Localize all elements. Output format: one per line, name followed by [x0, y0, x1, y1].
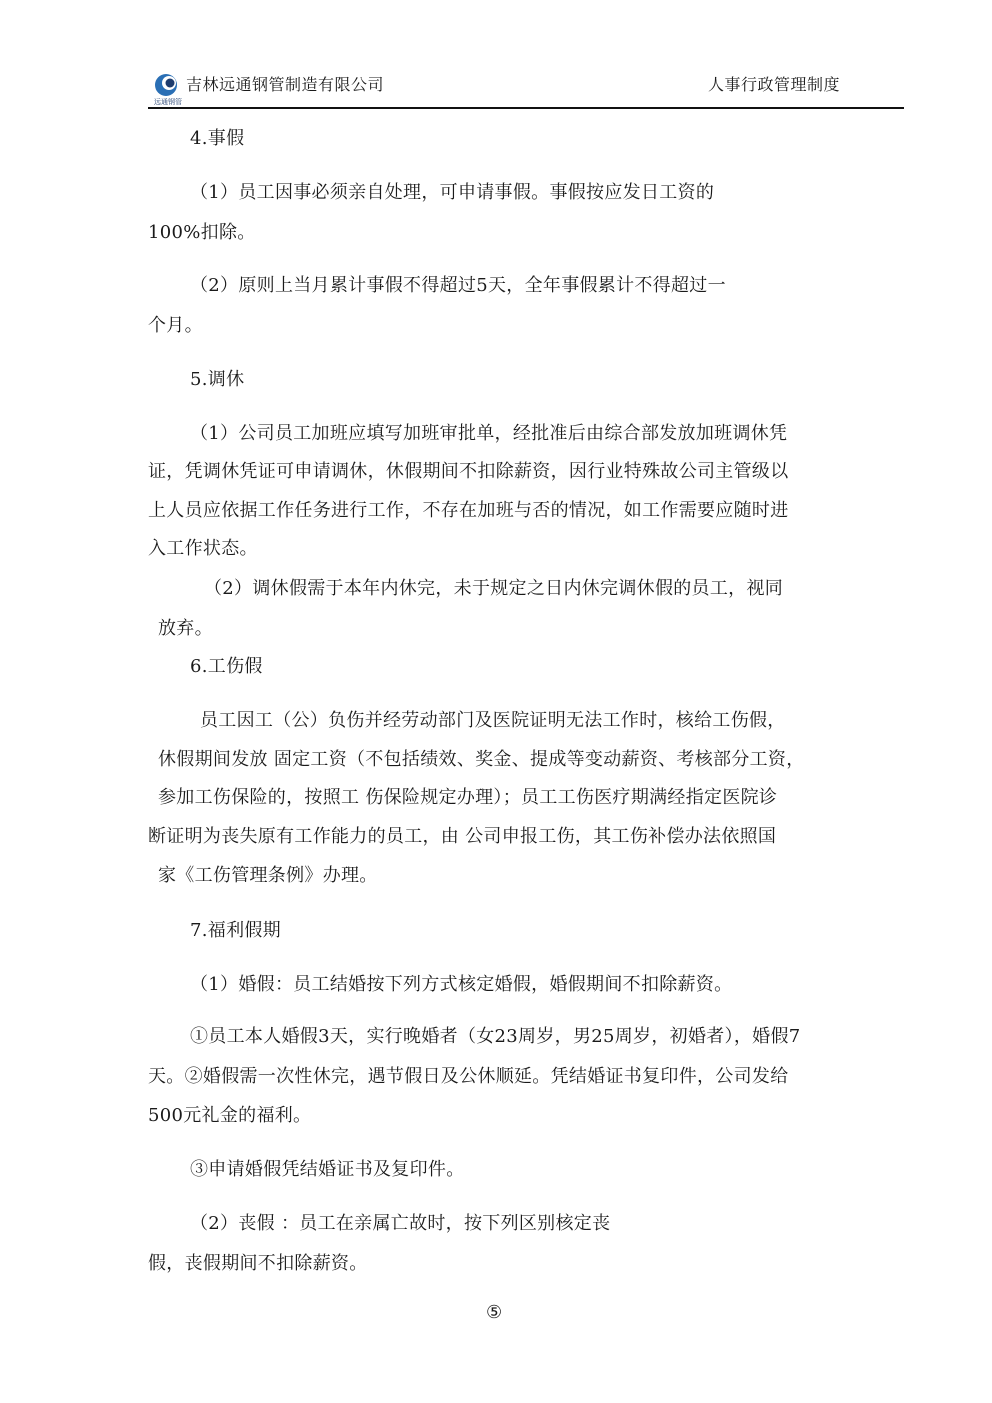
paragraph-line: 放弃。 — [158, 618, 213, 639]
paragraph-line: 家《工伤管理条例》办理。 — [158, 865, 378, 886]
company-logo-icon — [150, 72, 186, 106]
paragraph-line: 断证明为丧失原有工作能力的员工，由 公司申报工伤，其工伤补偿办法依照国 — [148, 826, 777, 847]
paragraph-line: （2）丧假 ：员工在亲属亡故时，按下列区别核定丧 — [190, 1213, 611, 1234]
paragraph-line: 500元礼金的福利。 — [148, 1105, 312, 1126]
paragraph-line: 假，丧假期间不扣除薪资。 — [148, 1253, 368, 1274]
logo-text: 远通钢管 — [154, 98, 182, 106]
paragraph-line: 入工作状态。 — [148, 538, 258, 559]
paragraph-line: 个月。 — [148, 315, 203, 336]
page-number: ⑤ — [486, 1302, 503, 1323]
paragraph-line: 员工因工（公）负伤并经劳动部门及医院证明无法工作时，核给工伤假， — [200, 710, 786, 731]
paragraph-line: 上人员应依据工作任务进行工作，不存在加班与否的情况，如工作需要应随时进 — [148, 500, 789, 521]
section-heading: 6.工伤假 — [190, 656, 263, 677]
header-divider — [148, 107, 904, 109]
paragraph-line: （1）公司员工加班应填写加班审批单，经批准后由综合部发放加班调休凭 — [190, 423, 788, 444]
paragraph-line: 证，凭调休凭证可申请调休，休假期间不扣除薪资，因行业特殊故公司主管级以 — [148, 461, 789, 482]
paragraph-line: （1）员工因事必须亲自处理，可申请事假。事假按应发日工资的 — [190, 182, 715, 203]
paragraph-line: 休假期间发放 固定工资（不包括绩效、奖金、提成等变动薪资、考核部分工资， — [158, 749, 805, 770]
section-heading: 5.调休 — [190, 369, 245, 390]
paragraph-line: 参加工伤保险的，按照工 伤保险规定办理）；员工工伤医疗期满经指定医院诊 — [158, 787, 778, 808]
company-name: 吉林远通钢管制造有限公司 — [186, 75, 385, 94]
paragraph-line: 天。②婚假需一次性休完，遇节假日及公休顺延。凭结婚证书复印件，公司发给 — [148, 1066, 789, 1087]
section-heading: 4.事假 — [190, 128, 245, 149]
paragraph-line: （2）调休假需于本年内休完，未于规定之日内休完调休假的员工，视同 — [204, 578, 784, 599]
section-heading: 7.福利假期 — [190, 920, 281, 941]
paragraph-line: （1）婚假：员工结婚按下列方式核定婚假，婚假期间不扣除薪资。 — [190, 974, 733, 995]
paragraph-line: （2）原则上当月累计事假不得超过5天，全年事假累计不得超过一 — [190, 275, 726, 296]
paragraph-line: 100%扣除。 — [148, 222, 256, 243]
page-header — [148, 70, 904, 110]
paragraph-line: ③申请婚假凭结婚证书及复印件。 — [190, 1159, 465, 1180]
paragraph-line: ①员工本人婚假3天，实行晚婚者（女23周岁，男25周岁，初婚者），婚假7 — [190, 1026, 801, 1047]
document-title: 人事行政管理制度 — [707, 75, 840, 94]
